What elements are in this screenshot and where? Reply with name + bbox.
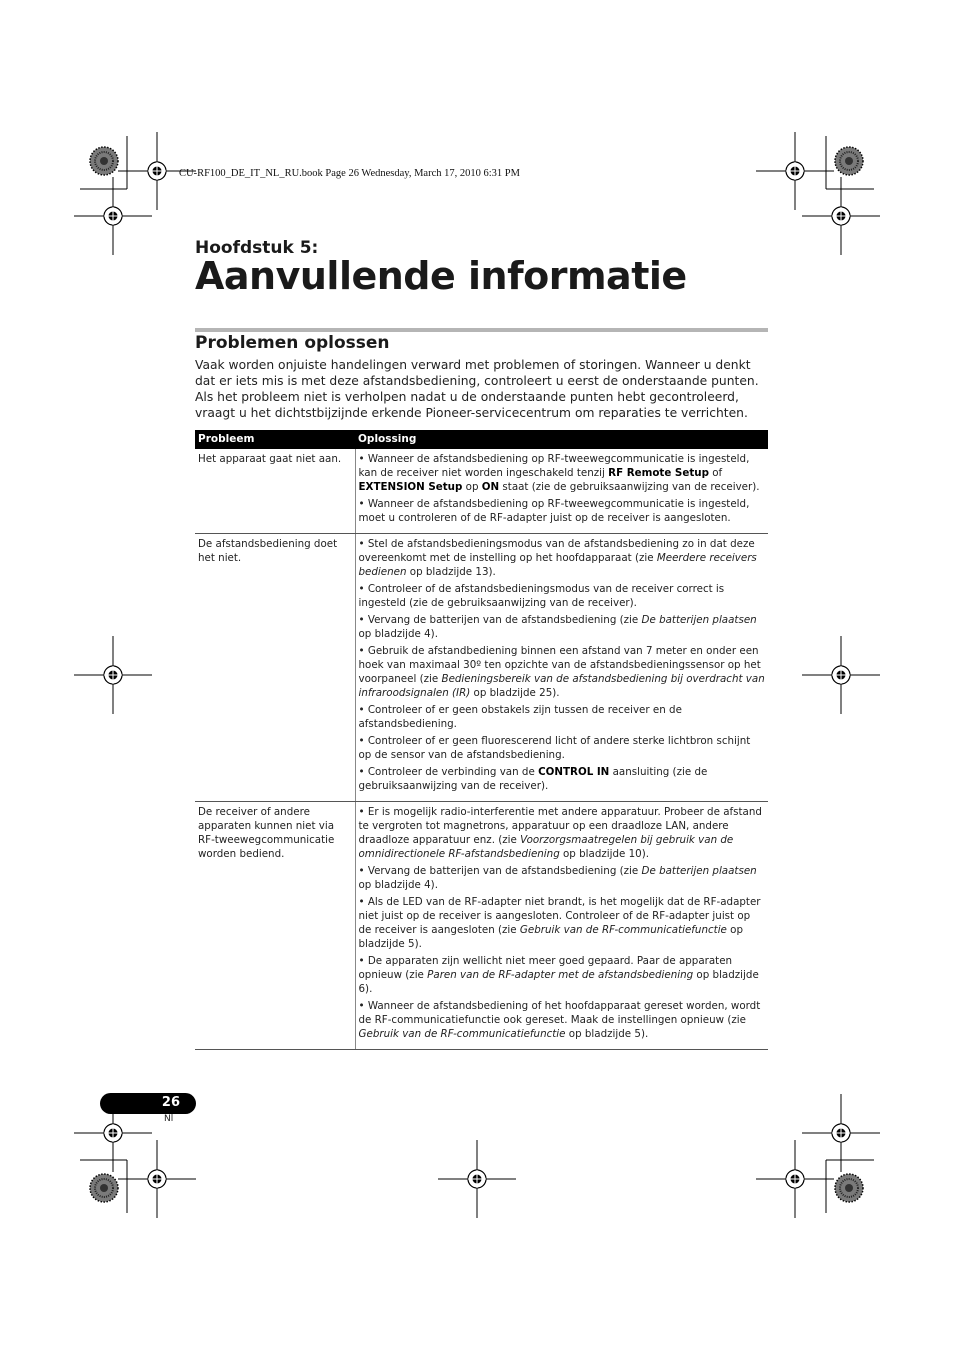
solution-text: • Wanneer de afstandsbediening op RF-tweewegcommunicatie is ingesteld, moet u controleren of de RF-adapter juist op de receiver is aangesloten. (358, 498, 750, 524)
section-title: Problemen oplossen (195, 333, 390, 353)
solution-item (359, 954, 766, 996)
solution-item (359, 895, 766, 951)
solution-text: • Wanneer de afstandsbediening op RF-tweewegcommunicatie is ingesteld, kan de receiver niet worden ingeschakeld tenzij (358, 453, 750, 479)
solution-item (359, 703, 766, 731)
solution-text: op bladzijde 25). (470, 687, 560, 699)
solution-text: • Controleer of er geen fluorescerend licht of andere sterke lichtbron schijnt op de sensor van de afstandsbediening. (358, 735, 751, 761)
bold-term: ON (481, 481, 500, 493)
solution-text: • Controleer of de afstandsbedieningsmodus van de receiver correct is ingesteld (zie de gebruiksaanwijzing van de receiver). (358, 583, 725, 609)
solution-text: • Gebruik de afstandbediening binnen een afstand van 7 meter en onder een hoek van maximaal 30º ten opzichte van de afstandsbedieningssensor op het voorpaneel (zie (358, 645, 761, 685)
section-divider (195, 328, 768, 332)
solution-item (359, 805, 766, 861)
solution-item (359, 497, 766, 525)
solution-text: op bladzijde 10). (559, 848, 650, 860)
bold-term: CONTROL IN (538, 766, 610, 778)
solution-item (359, 537, 766, 579)
bold-term: EXTENSION Setup (358, 481, 463, 493)
solution-text: staat (zie de gebruiksaanwijzing van de receiver). (499, 481, 760, 493)
solution-text: • Controleer de verbinding van de (358, 766, 539, 778)
solution-item (359, 999, 766, 1041)
solution-text: • Wanneer de afstandsbediening of het hoofdapparaat gereset worden, wordt de RF-communicatiefunctie ook gereset. Maak de instellingen opnieuw (zie (358, 1000, 761, 1026)
problem-cell: De receiver of andere apparaten kunnen niet via RF-tweewegcommunicatie worden bediend. (195, 802, 355, 1050)
table-header-row (195, 430, 768, 449)
solution-text: aansluiting (zie de gebruiksaanwijzing van de receiver). (358, 766, 708, 792)
chapter-label: Hoofdstuk 5: (195, 238, 319, 258)
solution-text: • Vervang de batterijen van de afstandsbediening (zie (358, 614, 642, 626)
solution-item (359, 734, 766, 762)
print-header: CU-RF100_DE_IT_NL_RU.book Page 26 Wednesday, March 17, 2010 6:31 PM (179, 168, 520, 179)
table-row (195, 802, 768, 1050)
solution-item (359, 582, 766, 610)
solution-cell (355, 802, 768, 1050)
solution-item (359, 613, 766, 641)
star-target-icon (835, 1174, 863, 1202)
page-number: 26 (161, 1095, 180, 1110)
solution-item (359, 765, 766, 793)
solution-item (359, 452, 766, 494)
table-row (195, 449, 768, 534)
solution-cell (355, 534, 768, 802)
solution-text: of (708, 467, 723, 479)
solution-text: • Controleer of er geen obstakels zijn tussen de receiver en de afstandsbediening. (358, 704, 682, 730)
solution-text: op bladzijde 5). (565, 1028, 649, 1040)
star-target-icon (90, 1174, 118, 1202)
star-target-icon (835, 147, 863, 175)
reference-title: De batterijen plaatsen (641, 865, 757, 877)
language-code: Nl (164, 1114, 174, 1124)
solution-text: op (462, 481, 482, 493)
registration-mark-icon (74, 636, 152, 714)
reference-title: Meerdere receivers bedienen (358, 552, 757, 578)
troubleshooting-table (195, 430, 768, 1050)
reference-title: Paren van de RF-adapter met de afstandsbediening (427, 969, 694, 981)
solution-text: • Stel de afstandsbedieningsmodus van de afstandsbediening zo in dat deze overeenkomt met de instelling op het hoofdapparaat (zie (358, 538, 755, 564)
column-header-solution: Oplossing (355, 430, 768, 449)
reference-title: Voorzorgsmaatregelen bij gebruik van de omnidirectionele RF-afstandsbediening (358, 834, 734, 860)
registration-mark-icon (756, 132, 834, 210)
reference-title: Bedieningsbereik van de afstandsbediening bij overdracht van infraroodsignalen (IR) (358, 673, 765, 699)
table-row (195, 534, 768, 802)
reference-title: Gebruik van de RF-communicatiefunctie (519, 924, 727, 936)
solution-text: • Er is mogelijk radio-interferentie met andere apparatuur. Probeer de afstand te vergroten tot magnetrons, apparatuur op een draadloze LAN, andere draadloze apparatuur enz. (zie (358, 806, 762, 846)
reference-title: Gebruik van de RF-communicatiefunctie (358, 1028, 566, 1040)
solution-text: op bladzijde 6). (358, 969, 759, 995)
page-number-tab (100, 1093, 196, 1114)
solution-text: op bladzijde 4). (358, 879, 438, 891)
reference-title: De batterijen plaatsen (641, 614, 757, 626)
table-body (195, 449, 768, 1050)
solution-text: • Als de LED van de RF-adapter niet brandt, is het mogelijk dat de RF-adapter niet juist op de receiver is aangesloten. Controleer of de RF-adapter juist op de receiver is aangesloten (zie (358, 896, 761, 936)
column-header-problem: Probleem (195, 430, 355, 449)
solution-cell (355, 449, 768, 534)
solution-item (359, 644, 766, 700)
problem-cell: Het apparaat gaat niet aan. (195, 449, 355, 534)
registration-mark-icon (118, 1140, 196, 1218)
registration-mark-icon (756, 1140, 834, 1218)
solution-text: op bladzijde 5). (358, 924, 743, 950)
star-target-icon (90, 147, 118, 175)
intro-paragraph: Vaak worden onjuiste handelingen verward met problemen of storingen. Wanneer u denkt dat er iets mis is met deze afstandsbediening, controleert u eerst de onderstaande punten. Als het probleem niet is verholpen nadat u de onderstaande punten hebt gecontroleerd, vraagt u het dichtstbijzijnde erkende Pioneer-servicecentrum om reparaties te verrichten. (195, 358, 759, 420)
solution-item (359, 864, 766, 892)
problem-cell: De afstandsbediening doet het niet. (195, 534, 355, 802)
solution-text: op bladzijde 13). (406, 566, 496, 578)
bold-term: RF Remote Setup (608, 467, 709, 479)
solution-text: op bladzijde 4). (358, 628, 438, 640)
solution-text: • Vervang de batterijen van de afstandsbediening (zie (358, 865, 642, 877)
registration-mark-icon (438, 1140, 516, 1218)
chapter-title: Aanvullende informatie (195, 254, 687, 298)
solution-text: • De apparaten zijn wellicht niet meer goed gepaard. Paar de apparaten opnieuw (zie (358, 955, 733, 981)
registration-mark-icon (802, 636, 880, 714)
